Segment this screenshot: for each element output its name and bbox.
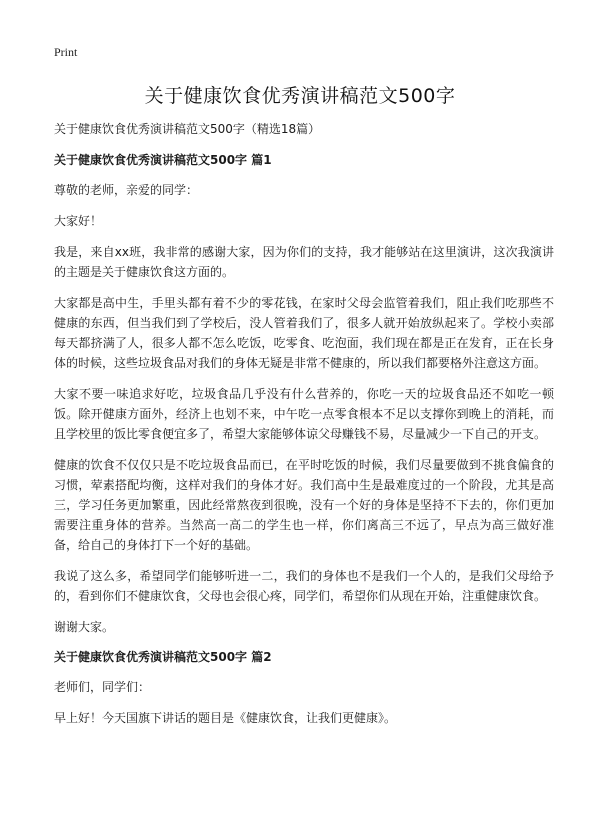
paragraph: 我是，来自xx班，我非常的感谢大家，因为你们的支持，我才能够站在这里演讲，这次我演讲的主题是关于健康饮食这方面的。: [54, 245, 554, 279]
paragraph: 尊敬的老师，亲爱的同学：: [54, 183, 199, 197]
print-label: Print: [54, 45, 78, 59]
paragraph: 大家不要一味追求好吃，垃圾食品几乎没有什么营养的，你吃一天的垃圾食品还不如吃一顿饭。除开健康方面外，经济上也划不来，中午吃一点零食根本不足以支撑你到晚上的消耗，而且学校里的饭比零食便宜多了，希望大家能够体谅父母赚钱不易，尽量减少一下自己的开支。: [54, 387, 554, 441]
section-2: [54, 648, 554, 728]
paragraph: 谢谢大家。: [54, 620, 115, 634]
section-heading: 关于健康饮食优秀演讲稿范文500字 篇1: [54, 153, 272, 167]
paragraph: 大家好！: [54, 214, 103, 228]
section-heading: 关于健康饮食优秀演讲稿范文500字 篇2: [54, 650, 272, 664]
paragraph: 健康的饮食不仅仅只是不吃垃圾食品而已，在平时吃饭的时候，我们尽量要做到不挑食偏食的习惯，荤素搭配均衡，这样对我们的身体才好。我们高中生是最难度过的一个阶段，尤其是高三，学习任务更加繁重，因此经常熬夜到很晚，没有一个好的身体是坚持不下去的，你们更加需要注重身体的营养。当然高一高二的学生也一样，你们离高三不远了，早点为高三做好准备，给自己的身体打下一个好的基础。: [54, 458, 554, 552]
paragraph: 我说了这么多，希望同学们能够听进一二，我们的身体也不是我们一个人的，是我们父母给予的，看到你们不健康饮食，父母也会很心疼，同学们，希望你们从现在开始，注重健康饮食。: [54, 569, 554, 603]
page-title: 关于健康饮食优秀演讲稿范文500字: [144, 85, 456, 107]
paragraph: 早上好！今天国旗下讲话的题目是《健康饮食，让我们更健康》。: [54, 711, 397, 725]
document-subtitle: 关于健康饮食优秀演讲稿范文500字（精选18篇）: [54, 122, 321, 136]
paragraph: 大家都是高中生，手里头都有着不少的零花钱，在家时父母会监管着我们，阻止我们吃那些不健康的东西，但当我们到了学校后，没人管着我们了，很多人就开始放纵起来了。学校小卖部每天都挤满了人，很多人都不怎么吃饭，吃零食、吃泡面，我们现在都是正在发育，正在长身体的时候，这些垃圾食品对我们的身体无疑是非常不健康的，所以我们都要格外注意这方面。: [54, 296, 554, 370]
document-body: [54, 120, 554, 739]
paragraph: 老师们，同学们：: [54, 680, 151, 694]
section-1: [54, 151, 554, 637]
